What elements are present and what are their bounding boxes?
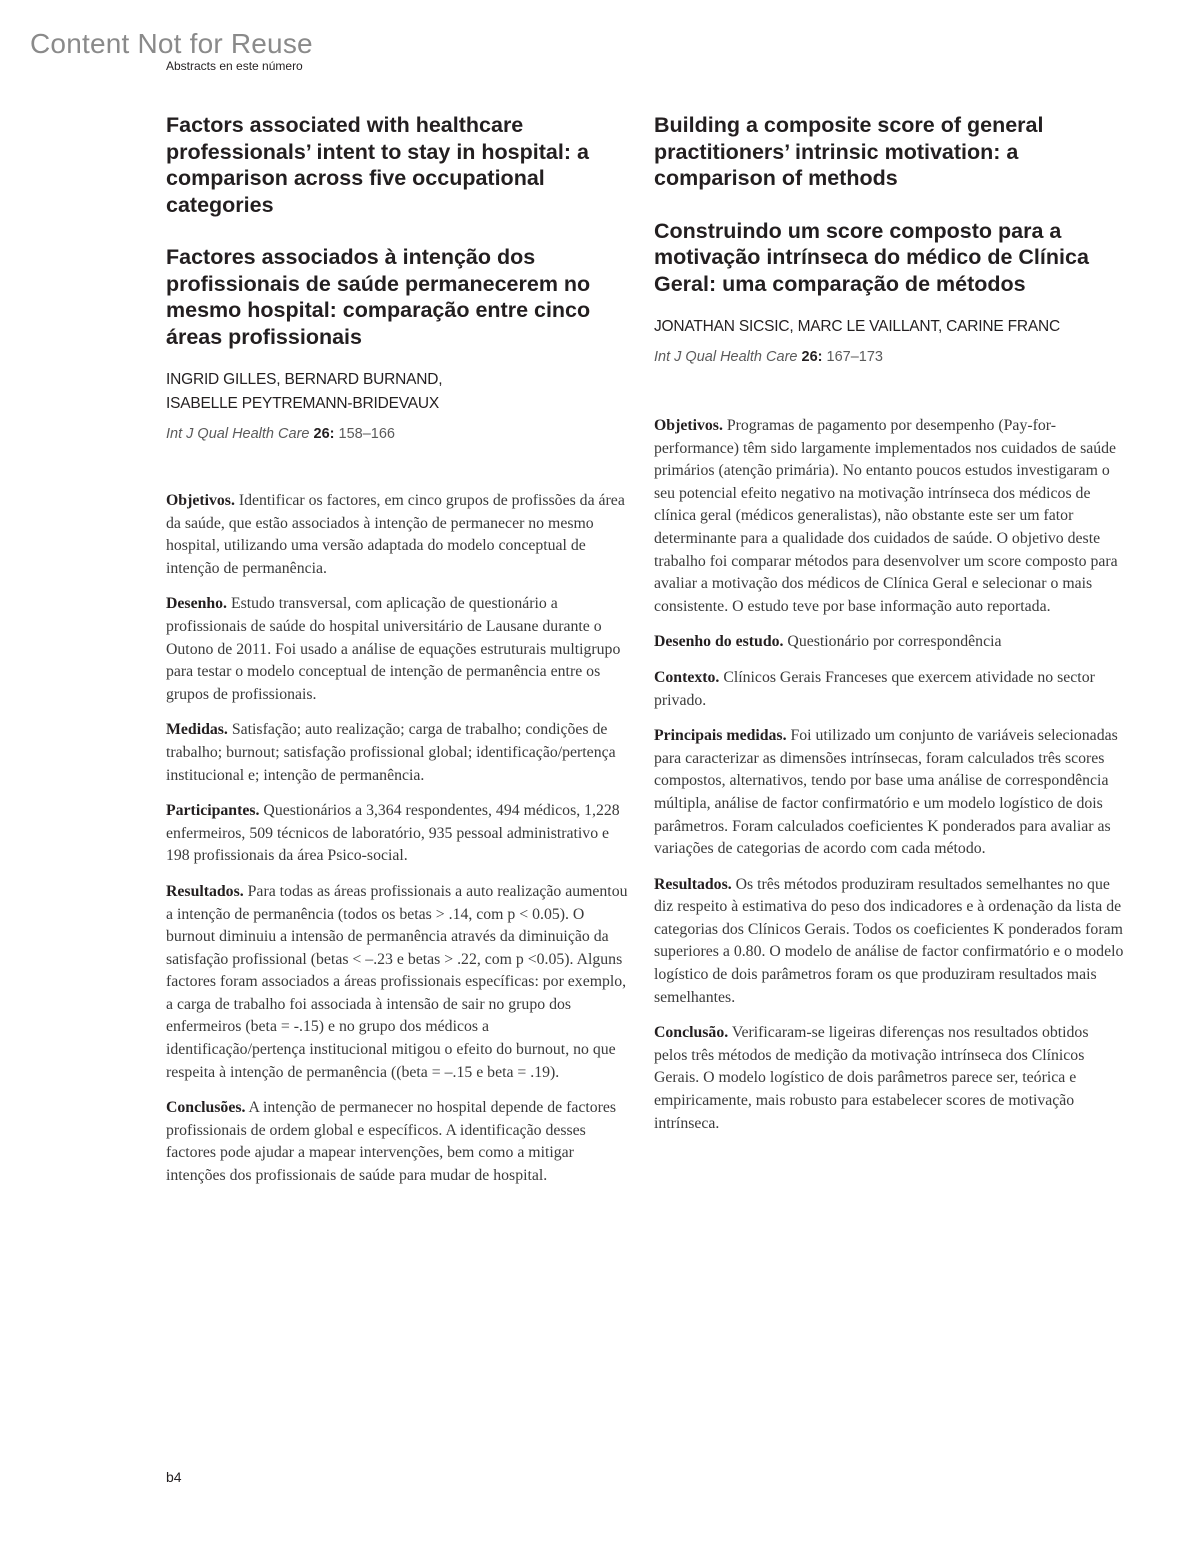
section-heading: Conclusão.	[654, 1024, 729, 1042]
abstract-section	[166, 1097, 632, 1187]
section-heading: Objetivos.	[166, 492, 235, 509]
section-heading: Desenho do estudo.	[654, 633, 784, 651]
section-heading: Desenho.	[166, 595, 227, 613]
abstract-section	[654, 1022, 1124, 1135]
page-number: b4	[166, 1469, 182, 1485]
abstract-section	[654, 725, 1124, 861]
abstract-section	[654, 415, 1124, 618]
authors-line: JONATHAN SICSIC, MARC LE VAILLANT, CARINE FRANC	[654, 318, 1061, 335]
article-title-en: Building a composite score of general practitioners’ intrinsic motivation: a comparison of methods	[654, 113, 1044, 190]
section-heading: Principais medidas.	[654, 727, 787, 745]
section-text: Para todas as áreas profissionais a auto realização aumentou a intenção de permanência (todos os betas > .14, com p < 0.05). O burnout diminuiu a intensão de permanência através da diminuição da satisfação profissional (betas < –.23 e betas > .22, com p <0.05). Alguns factores foram associados a áreas profissionais específicas: por exemplo, a carga de trabalho foi associada à intensão de sair no grupo dos enfermeiros (beta = -.15) e no grupo dos médicos a identificação/pertença institucional mitigou o efeito do burnout, no que respeita à intenção de permanência ((beta = –.15 e beta = .19).	[166, 882, 628, 1081]
journal-name: Int J Qual Health Care	[654, 349, 798, 365]
article-title-en: Factors associated with healthcare professionals’ intent to stay in hospital: a comparison across five occupational categories	[166, 113, 589, 217]
section-text: Satisfação; auto realização; carga de trabalho; condições de trabalho; burnout; satisfação profissional global; identificação/pertença institucional e; intenção de permanência.	[166, 721, 616, 784]
section-heading: Resultados.	[166, 882, 244, 900]
abstract-section	[166, 490, 632, 580]
section-heading: Participantes.	[166, 802, 260, 820]
section-text: Questionário por correspondência	[787, 633, 1002, 651]
watermark: Content Not for Reuse	[30, 28, 313, 59]
article-title-pt: Construindo um score composto para a motivação intrínseca do médico de Clínica Geral: uma comparação de métodos	[654, 218, 1089, 296]
section-heading: Contexto.	[654, 668, 720, 686]
section-text: Identificar os factores, em cinco grupos de profissões da área da saúde, que estão associados à intenção de permanecer no mesmo hospital, utilizando uma versão adaptada do modelo conceptual de intenção de permanência.	[166, 492, 625, 577]
abstract-section	[166, 800, 632, 868]
abstract-column-left	[166, 112, 632, 1201]
abstract-body	[166, 490, 632, 1188]
section-heading: Objetivos.	[654, 417, 723, 434]
article-authors	[654, 315, 1124, 339]
section-text: A intenção de permanecer no hospital depende de factores profissionais de ordem global e específicos. A identificação desses factores pode ajudar a mapear intervenções, bem como a mitigar intenções dos profissionais de saúde para mudar de hospital.	[166, 1099, 617, 1185]
citation	[166, 426, 632, 442]
journal-pages: 158–166	[338, 426, 395, 442]
running-head: Abstracts en este número	[166, 59, 303, 73]
journal-name: Int J Qual Health Care	[166, 426, 310, 442]
section-text: Os três métodos produziram resultados semelhantes no que diz respeito à estimativa do peso dos indicadores e à ordenação da lista de categorias dos Clínicos Gerais. Todos os coeficientes K ponderados foram superiores a 0.80. O modelo de análise de factor confirmatório e o modelo logístico de dois parâmetros foram os que produziram resultados mais semelhantes.	[654, 875, 1124, 1006]
section-heading: Resultados.	[654, 875, 732, 893]
article-title-pt: Factores associados à intenção dos profissionais de saúde permanecerem no mesmo hospital: comparação entre cinco áreas profissionais	[166, 245, 591, 349]
journal-pages: 167–173	[826, 349, 883, 365]
abstract-section	[654, 874, 1124, 1010]
section-text: Programas de pagamento por desempenho (Pay-for-performance) têm sido largamente implementados nos cuidados de saúde primários (atenção primária). No entanto poucos estudos investigaram o seu potencial efeito negativo na motivação intrínseca dos médicos de clínica geral (médicos generalistas), não obstante este ser um fator determinante para a qualidade dos cuidados de saúde. O objetivo deste trabalho foi comparar métodos para desenvolver um score composto para avaliar a motivação dos médicos de Clínica Geral e selecionar o mais consistente. O estudo teve por base informação auto reportada.	[654, 417, 1118, 615]
abstract-section	[166, 593, 632, 706]
section-heading: Medidas.	[166, 721, 228, 739]
section-text: Estudo transversal, com aplicação de questionário a profissionais de saúde do hospital universitário de Lausane durante o Outono de 2011. Foi usado a análise de equações estruturais multigrupo para testar o modelo conceptual de intenção de permanência entre os grupos de profissionais.	[166, 595, 621, 703]
abstract-column-right	[654, 112, 1124, 1148]
journal-volume: 26:	[313, 426, 335, 442]
abstract-section	[166, 881, 632, 1084]
section-text: Questionários a 3,364 respondentes, 494 médicos, 1,228 enfermeiros, 509 técnicos de laboratório, 935 pessoal administrativo e 198 profissionais da área Psico-social.	[166, 802, 620, 865]
authors-line: ISABELLE PEYTREMANN-BRIDEVAUX	[166, 395, 439, 412]
section-text: Clínicos Gerais Franceses que exercem atividade no sector privado.	[654, 668, 1095, 709]
abstract-section	[654, 667, 1124, 712]
abstract-section	[654, 631, 1124, 654]
section-text: Verificaram-se ligeiras diferenças nos resultados obtidos pelos três métodos de medição da motivação intrínseca dos Clínicos Gerais. O modelo logístico de dois parâmetros parece ser, teórica e empiricamente, mais robusto para estabelecer scores de motivação intrínseca.	[654, 1024, 1089, 1132]
article-authors	[166, 368, 632, 416]
authors-line: INGRID GILLES, BERNARD BURNAND,	[166, 371, 443, 388]
section-heading: Conclusões.	[166, 1099, 246, 1117]
abstract-body	[654, 415, 1124, 1135]
citation	[654, 349, 1124, 365]
abstract-section	[166, 719, 632, 787]
journal-volume: 26:	[801, 349, 823, 365]
section-text: Foi utilizado um conjunto de variáveis selecionadas para caracterizar as dimensões intrínsecas, foram calculados três scores compostos, alternativos, tendo por base uma análise de correspondência múltipla, análise de factor confirmatório e um modelo logístico de dois parâmetros. Foram calculados coeficientes K ponderados para avaliar as variações de categorias de acordo com cada método.	[654, 727, 1118, 858]
